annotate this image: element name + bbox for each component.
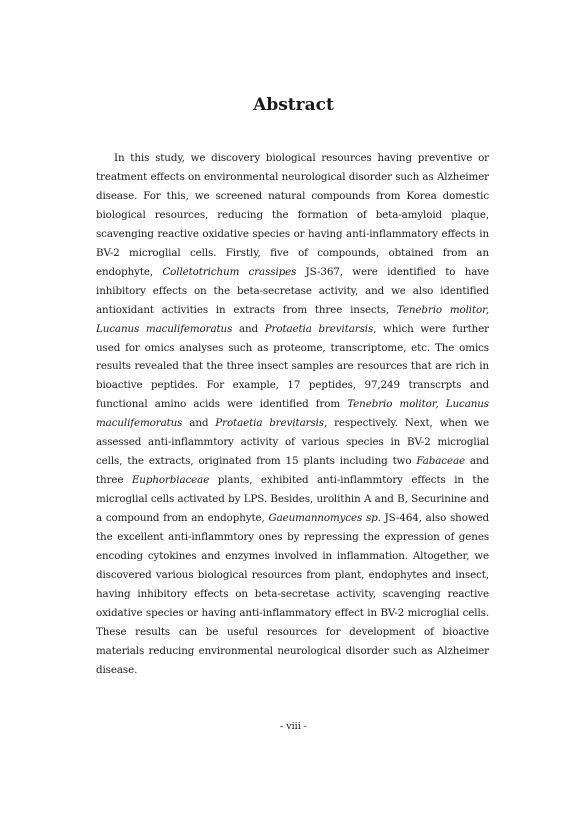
text-run: In this study, we discovery biological resources having preventive or treatment effects on environmental neurological disorder such as Alzheimer disease. For this, we screened natural compounds from Korea domestic biological resources, reducing the formation of beta-amyloid plaque, scavenging reactive oxidative species or having anti-inflammatory effects in BV-2 microglial cells. Firstly, five of compounds, obtained from an endophyte, xyxy=(96,152,489,278)
italic-term: Tenebrio molitor, Lucanus maculifemoratus xyxy=(96,398,489,430)
italic-term: Tenebrio molitor, Lucanus maculifemoratus xyxy=(96,303,489,335)
page-number: - viii - xyxy=(280,721,307,732)
italic-term: Gaeumannomyces sp. xyxy=(268,512,381,525)
italic-term: Colletotrichum crassipes xyxy=(162,265,297,278)
italic-term: Fabaceae xyxy=(416,455,465,468)
text-run: plants, exhibited anti-inflammtory effects in the microglial cells activated by LPS. Besides, urolithin A and B, Securinine and a compound from an endophyte, xyxy=(96,474,489,525)
italic-term: Protaetia brevitarsis, xyxy=(215,417,328,430)
text-run: which were further used for omics analyses such as proteome, transcriptome, etc. The omics results revealed that the three insect samples are resources that are rich in bioactive peptides. For example, 17 peptides, 97,249 transcrpts and functional amino acids were identified from xyxy=(96,322,489,411)
text-run: JS-367, were identified to have inhibitory effects on the beta-secretase activity, and we also identified antioxidant activities in extracts from three insects, xyxy=(96,265,490,316)
text-run: respectively. Next, when we assessed anti-inflammtory activity of various species in BV-2 microglial cells, the extracts, originated from 15 plants including two xyxy=(96,417,489,468)
italic-term: Euphorbiaceae xyxy=(131,474,210,487)
text-run: and xyxy=(232,322,265,335)
page-title: Abstract xyxy=(253,95,334,115)
italic-term: Protaetia brevitarsis, xyxy=(264,322,377,335)
abstract-text xyxy=(96,152,489,676)
text-run: and three xyxy=(96,455,489,487)
abstract-paragraph xyxy=(96,149,489,680)
text-run: JS-464, also showed the excellent anti-inflammtory ones by repressing the expression of genes encoding cytokines and enzymes involved in inflammation. Altogether, we discovered various biological resources from plant, endophytes and insect, having inhibitory effects on beta-secretase activity, scavenging reactive oxidative species or having anti-inflammatory effect in BV-2 microglial cells. These results can be useful resources for development of bioactive materials reducing environmental neurological disorder such as Alzheimer disease. xyxy=(96,512,489,676)
text-run: and xyxy=(182,417,216,430)
